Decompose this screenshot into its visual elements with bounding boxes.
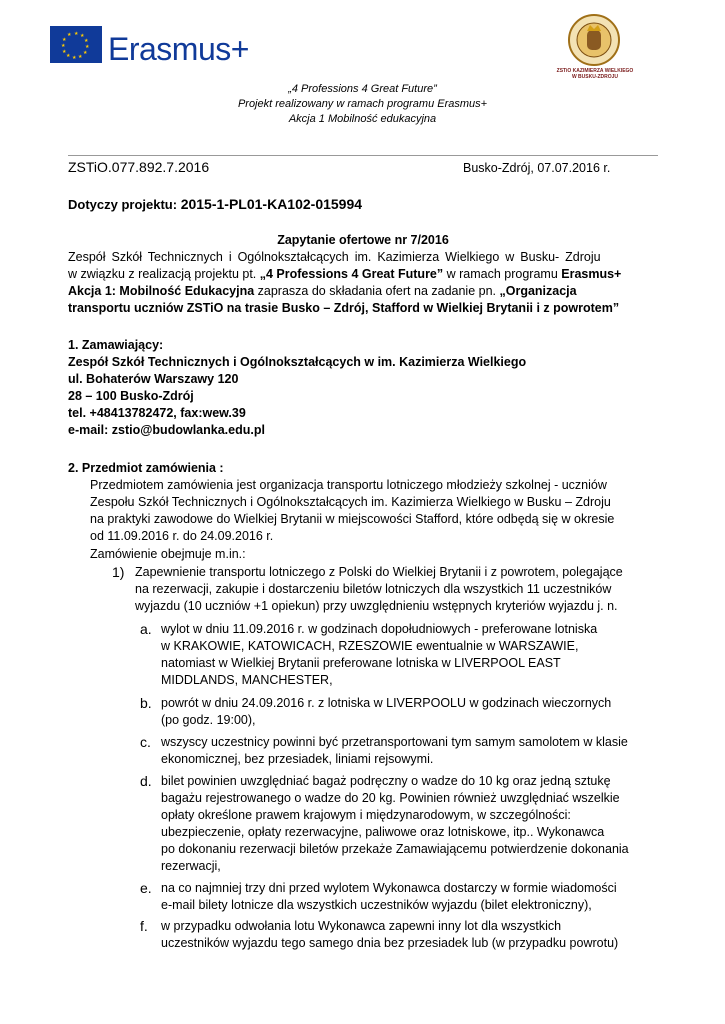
section-2-heading: 2. Przedmiot zamówienia :	[68, 461, 224, 475]
buyer-phone: tel. +48413782472, fax:wew.39	[68, 406, 246, 420]
svg-text:★: ★	[72, 55, 77, 61]
svg-text:★: ★	[78, 54, 83, 60]
list-marker: d.	[140, 773, 152, 789]
subitem-b-line: powrót w dniu 24.09.2016 r. z lotniska w LIVERPOOLU w godzinach wieczornych	[161, 696, 612, 710]
list-marker: b.	[140, 695, 152, 711]
item-1-line: na rezerwacji, zakupie i dostarczeniu biletów lotniczych dla wszystkich 11 uczestników	[135, 582, 612, 596]
svg-text:★: ★	[74, 31, 79, 37]
subitem-f-line: w przypadku odwołania lotu Wykonawca zapewni inny lot dla wszystkich	[161, 919, 562, 933]
subitem-d-line: ubezpieczenie, opłaty rezerwacyjne, paliwowe oraz lotniskowe, itp.. Wykonawca	[161, 825, 605, 839]
document-reference-number: ZSTiO.077.892.7.2016	[68, 159, 210, 175]
header-divider	[68, 155, 658, 156]
subject-line: Przedmiotem zamówienia jest organizacja transportu lotniczego młodzieży szkolnej - uczniów	[90, 478, 607, 492]
item-1-line: Zapewnienie transportu lotniczego z Polski do Wielkiej Brytanii i z powrotem, polegające	[135, 565, 623, 579]
project-reference	[68, 196, 658, 212]
list-marker: a.	[140, 621, 152, 637]
svg-text:★: ★	[84, 38, 89, 44]
subitem-c-line: wszyscy uczestnicy powinni być przetransportowani tym samym samolotem w klasie	[161, 735, 628, 749]
svg-text:★: ★	[62, 49, 67, 55]
subitem-c-line: ekonomicznej, bez przesiadek, liniami rejsowymi.	[161, 752, 434, 766]
list-marker: c.	[140, 734, 151, 750]
action-line: Akcja 1 Mobilność edukacyjna	[288, 113, 437, 125]
buyer-street: ul. Bohaterów Warszawy 120	[68, 372, 239, 386]
project-label: Dotyczy projektu:	[68, 197, 178, 212]
subitem-f-line: uczestników wyjazdu tego samego dnia bez przesiadek lub (w przypadku powrotu)	[161, 936, 619, 950]
section-1-heading: 1. Zamawiający:	[68, 338, 164, 352]
intro-line: Akcja 1: Mobilność Edukacyjna zaprasza do składania ofert na zadanie pn. „Organizacja	[68, 284, 577, 298]
subitem-d-line: bagażu rejestrowanego o wadze do 20 kg. Powinien również uwzględniać wszelkie	[161, 791, 620, 805]
list-marker: e.	[140, 880, 152, 896]
includes-label: Zamówienie obejmuje m.in.:	[90, 547, 246, 561]
project-motto: „4 Professions 4 Great Future”	[288, 83, 437, 95]
svg-text:★: ★	[85, 44, 90, 50]
document-title: Zapytanie ofertowe nr 7/2016	[277, 233, 449, 247]
buyer-name: Zespół Szkół Technicznych i Ogólnokształcących w im. Kazimierza Wielkiego	[68, 355, 527, 369]
eu-flag-logo	[50, 26, 102, 63]
svg-text:★: ★	[80, 33, 85, 39]
subitem-a-line: natomiast w Wielkiej Brytanii preferowane lotniska w LIVERPOOL EAST	[161, 656, 561, 670]
intro-line: w związku z realizacją projektu pt. „4 Professions 4 Great Future” w ramach programu Erasmus+	[68, 267, 622, 281]
project-code: 2015-1-PL01-KA102-015994	[180, 196, 363, 212]
seal-caption: ZSTiO KAZIMIERZA WIELKIEGO W BUSKU-ZDROJU	[556, 68, 634, 80]
svg-text:★: ★	[66, 53, 71, 59]
subject-line: na praktyki zawodowe do Wielkiej Brytanii w miejscowości Stafford, które odbędą się w okresie	[90, 512, 615, 526]
subitem-d-line: bilet powinien uwzględniać bagaż podręczny o wadze do 10 kg oraz jedną sztukę	[161, 774, 611, 788]
subitem-b-line: (po godz. 19:00),	[161, 713, 256, 727]
subitem-a-line: wylot w dniu 11.09.2016 r. w godzinach dopołudniowych - preferowane lotniska	[161, 622, 598, 636]
list-marker: 1)	[112, 564, 125, 580]
svg-text:★: ★	[67, 32, 72, 38]
intro-line: Zespół Szkół Technicznych i Ogólnokształcących im. Kazimierza Wielkiego w Busku- Zdroju	[68, 250, 601, 264]
subitem-d-line: po dokonaniu rezerwacji biletów przekaże Zamawiającemu potwierdzenie dokonania	[161, 842, 629, 856]
subitem-a-line: w KRAKOWIE, KATOWICACH, RZESZOWIE ewentualnie w WARSZAWIE,	[161, 639, 579, 653]
erasmus-brand: Erasmus+	[108, 31, 249, 67]
list-marker: f.	[140, 918, 148, 934]
subitem-e-line: e-mail bilety lotnicze dla wszystkich uczestników wyjazdu (bilet elektroniczny),	[161, 898, 592, 912]
subitem-a-line: MIDDLANDS, MANCHESTER,	[161, 673, 333, 687]
subitem-e-line: na co najmniej trzy dni przed wylotem Wykonawca dostarczy w formie wiadomości	[161, 881, 617, 895]
svg-text:★: ★	[62, 37, 67, 43]
svg-text:★: ★	[61, 43, 66, 49]
place-and-date: Busko-Zdrój, 07.07.2016 r.	[463, 161, 611, 175]
subject-line: od 11.09.2016 r. do 24.09.2016 r.	[90, 529, 274, 543]
item-1-line: wyjazdu (10 uczniów +1 opiekun) przy uwzględnieniu wstępnych kryteriów wyjazdu j. n.	[135, 599, 618, 613]
svg-text:★: ★	[83, 50, 88, 56]
intro-line: transportu uczniów ZSTiO na trasie Busko – Zdrój, Stafford w Wielkiej Brytanii i z powrotem”	[68, 301, 620, 315]
school-seal-logo	[568, 14, 620, 66]
subject-line: Zespołu Szkół Technicznych i Ogólnokształcących im. Kazimierza Wielkiego w Busku – Zdroju	[90, 495, 611, 509]
buyer-email: e-mail: zstio@budowlanka.edu.pl	[68, 423, 265, 437]
program-line: Projekt realizowany w ramach programu Erasmus+	[237, 98, 488, 110]
buyer-city: 28 – 100 Busko-Zdrój	[68, 389, 194, 403]
subitem-d-line: rezerwacji,	[161, 859, 221, 873]
subitem-d-line: opłaty określone prawem krajowym i międzynarodowym, w szczególności:	[161, 808, 571, 822]
